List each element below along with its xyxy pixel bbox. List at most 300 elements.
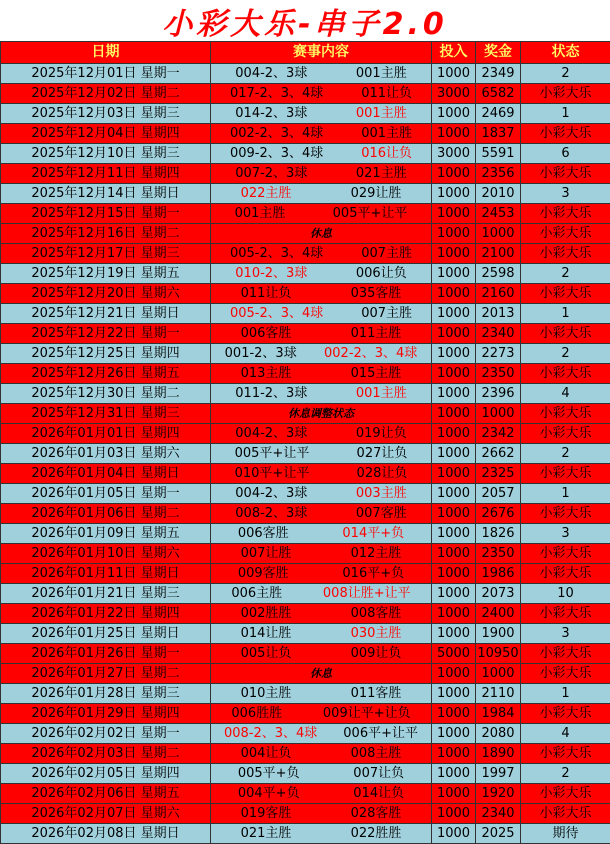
- row-prize: 1984: [476, 704, 521, 724]
- table-row: [1, 124, 610, 144]
- table-row: [1, 764, 610, 784]
- row-date: 2026年01月25日 星期日: [1, 624, 211, 644]
- row-prize: 6582: [476, 84, 521, 104]
- match-pick-a: 008-2、3、4球: [224, 724, 317, 743]
- row-date: 2025年12月03日 星期三: [1, 104, 211, 124]
- row-status: 2: [521, 764, 610, 784]
- match-pick-a: 014-2、3球: [235, 104, 307, 123]
- table-row: [1, 304, 610, 324]
- match-pick-a: 013主胜: [241, 364, 292, 383]
- row-prize: 2025: [476, 824, 521, 844]
- row-match: [211, 824, 432, 844]
- match-pick-a: 017-2、3、4球: [230, 84, 323, 103]
- match-pick-b: 007主胜: [361, 244, 412, 263]
- match-pick-b: 008主胜: [351, 744, 402, 763]
- table-header-row: [1, 42, 610, 64]
- row-prize: 1837: [476, 124, 521, 144]
- row-prize: 2349: [476, 64, 521, 84]
- row-prize: 2598: [476, 264, 521, 284]
- match-pick-a: 009客胜: [238, 564, 289, 583]
- row-prize: 2325: [476, 464, 521, 484]
- match-pick-b: 007客胜: [356, 504, 407, 523]
- match-pick-b: 030主胜: [351, 624, 402, 643]
- table-row: [1, 224, 610, 244]
- row-prize: 2080: [476, 724, 521, 744]
- match-pick-a: 005-2、3、4球: [230, 304, 323, 323]
- header-status: 状态: [521, 42, 610, 64]
- row-date: 2026年01月04日 星期日: [1, 464, 211, 484]
- match-pick-a: 007-2、3球: [235, 164, 307, 183]
- row-match: [211, 164, 432, 184]
- row-investment: 1000: [432, 64, 476, 84]
- row-date: 2026年01月03日 星期六: [1, 444, 211, 464]
- row-prize: 2100: [476, 244, 521, 264]
- row-prize: 1997: [476, 764, 521, 784]
- row-status: 小彩大乐: [521, 204, 610, 224]
- row-investment: 1000: [432, 504, 476, 524]
- row-match: [211, 324, 432, 344]
- row-date: 2025年12月19日 星期五: [1, 264, 211, 284]
- table-row: [1, 584, 610, 604]
- table-row: [1, 424, 610, 444]
- row-investment: 1000: [432, 264, 476, 284]
- match-pick-b: 021主胜: [356, 164, 407, 183]
- match-pick-a: 022主胜: [241, 184, 292, 203]
- match-pick-b: 001主胜: [356, 64, 407, 83]
- row-investment: 1000: [432, 764, 476, 784]
- match-pick-a: 005让负: [241, 644, 292, 663]
- row-investment: 1000: [432, 804, 476, 824]
- row-investment: 1000: [432, 484, 476, 504]
- match-pick-b: 007让负: [353, 764, 404, 783]
- row-status: 小彩大乐: [521, 324, 610, 344]
- row-investment: 1000: [432, 344, 476, 364]
- row-status: 4: [521, 724, 610, 744]
- match-pick-b: 035客胜: [351, 284, 402, 303]
- row-date: 2026年01月29日 星期四: [1, 704, 211, 724]
- row-investment: 1000: [432, 444, 476, 464]
- match-pick-a: 011-2、3球: [235, 384, 307, 403]
- table-row: [1, 344, 610, 364]
- row-status: 2: [521, 264, 610, 284]
- row-status: 2: [521, 444, 610, 464]
- row-match: [211, 624, 432, 644]
- row-status: 小彩大乐: [521, 404, 610, 424]
- table-row: [1, 164, 610, 184]
- row-investment: 1000: [432, 604, 476, 624]
- row-investment: 1000: [432, 284, 476, 304]
- match-pick-b: 015主胜: [351, 364, 402, 383]
- table-row: [1, 664, 610, 684]
- match-pick-b: 009让平+让负: [323, 704, 411, 723]
- row-investment: 1000: [432, 324, 476, 344]
- row-prize: 2356: [476, 164, 521, 184]
- match-pick-a: 004让负: [241, 744, 292, 763]
- row-investment: 5000: [432, 644, 476, 664]
- match-pick-a: 008-2、3球: [235, 504, 307, 523]
- table-row: [1, 84, 610, 104]
- row-prize: 2110: [476, 684, 521, 704]
- row-date: 2025年12月26日 星期五: [1, 364, 211, 384]
- table-row: [1, 804, 610, 824]
- table-row: [1, 464, 610, 484]
- row-date: 2025年12月20日 星期六: [1, 284, 211, 304]
- row-investment: 1000: [432, 244, 476, 264]
- row-status: 小彩大乐: [521, 424, 610, 444]
- row-investment: 1000: [432, 204, 476, 224]
- row-date: 2026年02月06日 星期五: [1, 784, 211, 804]
- row-date: 2026年01月09日 星期五: [1, 524, 211, 544]
- row-date: 2025年12月02日 星期二: [1, 84, 211, 104]
- row-match: [211, 804, 432, 824]
- row-status: 2: [521, 344, 610, 364]
- row-status: 小彩大乐: [521, 364, 610, 384]
- row-investment: 1000: [432, 384, 476, 404]
- table-row: [1, 784, 610, 804]
- row-match: [211, 704, 432, 724]
- table-row: [1, 204, 610, 224]
- row-status: 4: [521, 384, 610, 404]
- table-row: [1, 404, 610, 424]
- row-date: 2026年02月02日 星期一: [1, 724, 211, 744]
- row-match: [211, 284, 432, 304]
- match-pick-b: 016平+负: [342, 564, 404, 583]
- row-match: [211, 464, 432, 484]
- match-pick-a: 004-2、3球: [235, 424, 307, 443]
- match-pick-a: 005平+让平: [235, 444, 310, 463]
- row-status: 小彩大乐: [521, 704, 610, 724]
- table-row: [1, 644, 610, 664]
- match-pick-a: 001主胜: [235, 204, 286, 223]
- row-prize: 2010: [476, 184, 521, 204]
- match-pick-a: 004-2、3球: [235, 484, 307, 503]
- match-pick-b: 001主胜: [356, 104, 407, 123]
- row-match: [211, 604, 432, 624]
- row-status: 小彩大乐: [521, 744, 610, 764]
- row-match: [211, 384, 432, 404]
- row-status: 小彩大乐: [521, 504, 610, 524]
- match-pick-a: 007让胜: [241, 544, 292, 563]
- row-investment: 1000: [432, 724, 476, 744]
- row-match: [211, 744, 432, 764]
- row-date: 2025年12月01日 星期一: [1, 64, 211, 84]
- row-status: 2: [521, 64, 610, 84]
- row-date: 2025年12月30日 星期二: [1, 384, 211, 404]
- row-match: [211, 764, 432, 784]
- table-row: [1, 244, 610, 264]
- table-row: [1, 724, 610, 744]
- match-pick-b: 006让负: [356, 264, 407, 283]
- row-date: 2026年01月26日 星期一: [1, 644, 211, 664]
- row-match: [211, 304, 432, 324]
- match-pick-b: 007主胜: [361, 304, 412, 323]
- match-pick-a: 010主胜: [241, 684, 292, 703]
- rest-note: 休息调整状态: [288, 407, 354, 420]
- match-pick-b: 028客胜: [351, 804, 402, 823]
- row-match: [211, 524, 432, 544]
- row-prize: 1000: [476, 404, 521, 424]
- rest-note: 休息: [310, 227, 332, 240]
- row-prize: 2676: [476, 504, 521, 524]
- row-match: [211, 144, 432, 164]
- row-status: 小彩大乐: [521, 544, 610, 564]
- row-investment: 1000: [432, 544, 476, 564]
- row-match: [211, 404, 432, 424]
- row-investment: 1000: [432, 704, 476, 724]
- match-pick-b: 028让负: [357, 464, 408, 483]
- row-match: [211, 584, 432, 604]
- table-row: [1, 104, 610, 124]
- match-pick-b: 011主胜: [351, 324, 402, 343]
- row-investment: 1000: [432, 744, 476, 764]
- row-match: [211, 204, 432, 224]
- row-date: 2026年01月28日 星期三: [1, 684, 211, 704]
- match-pick-a: 004平+负: [238, 784, 300, 803]
- row-investment: 1000: [432, 824, 476, 844]
- row-date: 2026年02月08日 星期日: [1, 824, 211, 844]
- row-date: 2026年01月10日 星期六: [1, 544, 211, 564]
- row-match: [211, 784, 432, 804]
- row-prize: 2350: [476, 364, 521, 384]
- row-investment: 1000: [432, 524, 476, 544]
- row-status: 3: [521, 624, 610, 644]
- row-prize: 2073: [476, 584, 521, 604]
- row-match: [211, 544, 432, 564]
- match-pick-b: 008让胜+让平: [323, 584, 411, 603]
- row-prize: 2340: [476, 324, 521, 344]
- row-match: [211, 644, 432, 664]
- table-row: [1, 624, 610, 644]
- row-prize: 2342: [476, 424, 521, 444]
- row-match: [211, 264, 432, 284]
- table-row: [1, 64, 610, 84]
- row-investment: 1000: [432, 104, 476, 124]
- table-row: [1, 384, 610, 404]
- table-row: [1, 504, 610, 524]
- match-pick-a: 011让负: [241, 284, 292, 303]
- row-date: 2026年02月03日 星期二: [1, 744, 211, 764]
- table-body: [1, 64, 610, 844]
- match-pick-a: 010-2、3球: [235, 264, 307, 283]
- match-pick-b: 005平+让平: [333, 204, 408, 223]
- table-row: [1, 564, 610, 584]
- row-date: 2026年01月27日 星期二: [1, 664, 211, 684]
- row-match: [211, 424, 432, 444]
- page-title: 小彩大乐-串子2.0: [0, 0, 610, 41]
- row-investment: 1000: [432, 424, 476, 444]
- row-match: [211, 684, 432, 704]
- match-pick-b: 009让负: [351, 644, 402, 663]
- row-prize: 5591: [476, 144, 521, 164]
- row-prize: 1900: [476, 624, 521, 644]
- row-date: 2026年01月01日 星期四: [1, 424, 211, 444]
- match-pick-b: 014让负: [353, 784, 404, 803]
- header-investment: 投入: [432, 42, 476, 64]
- row-prize: 1986: [476, 564, 521, 584]
- row-status: 期待: [521, 824, 610, 844]
- row-prize: 1890: [476, 744, 521, 764]
- row-prize: 10950: [476, 644, 521, 664]
- row-investment: 1000: [432, 584, 476, 604]
- row-investment: 3000: [432, 144, 476, 164]
- row-date: 2026年01月22日 星期四: [1, 604, 211, 624]
- match-pick-b: 029让胜: [351, 184, 402, 203]
- row-match: [211, 244, 432, 264]
- row-status: 1: [521, 484, 610, 504]
- row-status: 小彩大乐: [521, 784, 610, 804]
- table-row: [1, 444, 610, 464]
- match-pick-b: 014平+负: [342, 524, 404, 543]
- row-prize: 2662: [476, 444, 521, 464]
- row-prize: 1826: [476, 524, 521, 544]
- row-prize: 2453: [476, 204, 521, 224]
- match-pick-a: 006客胜: [241, 324, 292, 343]
- row-status: 小彩大乐: [521, 604, 610, 624]
- table-row: [1, 264, 610, 284]
- row-investment: 3000: [432, 84, 476, 104]
- match-pick-b: 011让负: [361, 84, 412, 103]
- match-pick-a: 004-2、3球: [235, 64, 307, 83]
- row-investment: 1000: [432, 784, 476, 804]
- match-pick-a: 005平+负: [238, 764, 300, 783]
- row-status: 10: [521, 584, 610, 604]
- row-match: [211, 484, 432, 504]
- row-prize: 2396: [476, 384, 521, 404]
- table-row: [1, 184, 610, 204]
- row-prize: 2057: [476, 484, 521, 504]
- table-row: [1, 324, 610, 344]
- match-pick-b: 012主胜: [351, 544, 402, 563]
- row-investment: 1000: [432, 224, 476, 244]
- row-date: 2025年12月10日 星期三: [1, 144, 211, 164]
- row-status: 小彩大乐: [521, 164, 610, 184]
- row-investment: 1000: [432, 304, 476, 324]
- table-row: [1, 824, 610, 844]
- row-status: 1: [521, 684, 610, 704]
- rest-note: 休息: [310, 667, 332, 680]
- table-row: [1, 604, 610, 624]
- match-pick-a: 006主胜: [231, 584, 282, 603]
- row-status: 小彩大乐: [521, 284, 610, 304]
- row-date: 2025年12月14日 星期日: [1, 184, 211, 204]
- table-row: [1, 364, 610, 384]
- row-date: 2025年12月22日 星期一: [1, 324, 211, 344]
- row-investment: 1000: [432, 364, 476, 384]
- row-match: [211, 364, 432, 384]
- table-row: [1, 744, 610, 764]
- row-date: 2026年02月05日 星期四: [1, 764, 211, 784]
- row-prize: 1920: [476, 784, 521, 804]
- match-pick-b: 008客胜: [351, 604, 402, 623]
- match-pick-b: 001主胜: [356, 384, 407, 403]
- row-match: [211, 64, 432, 84]
- row-status: 小彩大乐: [521, 124, 610, 144]
- match-pick-b: 006平+让平: [343, 724, 418, 743]
- header-prize: 奖金: [476, 42, 521, 64]
- row-date: 2025年12月04日 星期四: [1, 124, 211, 144]
- row-investment: 1000: [432, 624, 476, 644]
- row-status: 3: [521, 524, 610, 544]
- row-date: 2026年01月05日 星期一: [1, 484, 211, 504]
- row-investment: 1000: [432, 664, 476, 684]
- row-date: 2025年12月16日 星期二: [1, 224, 211, 244]
- match-pick-a: 006胜胜: [231, 704, 282, 723]
- row-date: 2025年12月31日 星期三: [1, 404, 211, 424]
- match-pick-a: 021主胜: [241, 824, 292, 843]
- match-pick-a: 001-2、3球: [225, 344, 297, 363]
- row-date: 2026年01月11日 星期日: [1, 564, 211, 584]
- row-match: [211, 344, 432, 364]
- row-match: [211, 124, 432, 144]
- row-date: 2025年12月11日 星期四: [1, 164, 211, 184]
- row-prize: 1000: [476, 224, 521, 244]
- row-prize: 2160: [476, 284, 521, 304]
- match-pick-a: 005-2、3、4球: [230, 244, 323, 263]
- row-status: 小彩大乐: [521, 564, 610, 584]
- row-investment: 1000: [432, 684, 476, 704]
- row-match: [211, 224, 432, 244]
- row-match: [211, 664, 432, 684]
- row-status: 小彩大乐: [521, 464, 610, 484]
- row-date: 2025年12月15日 星期一: [1, 204, 211, 224]
- row-match: [211, 564, 432, 584]
- row-status: 1: [521, 304, 610, 324]
- match-pick-b: 011客胜: [351, 684, 402, 703]
- row-prize: 2469: [476, 104, 521, 124]
- row-status: 3: [521, 184, 610, 204]
- match-pick-b: 019让负: [356, 424, 407, 443]
- row-prize: 1000: [476, 664, 521, 684]
- row-date: 2025年12月17日 星期三: [1, 244, 211, 264]
- row-status: 小彩大乐: [521, 644, 610, 664]
- betting-table: [0, 41, 610, 844]
- row-date: 2025年12月21日 星期日: [1, 304, 211, 324]
- row-investment: 1000: [432, 164, 476, 184]
- match-pick-a: 019客胜: [241, 804, 292, 823]
- match-pick-a: 002胜胜: [241, 604, 292, 623]
- row-match: [211, 104, 432, 124]
- match-pick-a: 002-2、3、4球: [230, 124, 323, 143]
- row-status: 6: [521, 144, 610, 164]
- row-status: 小彩大乐: [521, 664, 610, 684]
- row-match: [211, 444, 432, 464]
- row-investment: 1000: [432, 184, 476, 204]
- row-match: [211, 84, 432, 104]
- row-prize: 2350: [476, 544, 521, 564]
- row-match: [211, 504, 432, 524]
- row-status: 1: [521, 104, 610, 124]
- row-match: [211, 184, 432, 204]
- table-row: [1, 684, 610, 704]
- row-date: 2026年01月21日 星期三: [1, 584, 211, 604]
- row-investment: 1000: [432, 124, 476, 144]
- row-investment: 1000: [432, 464, 476, 484]
- table-row: [1, 484, 610, 504]
- row-prize: 2400: [476, 604, 521, 624]
- match-pick-b: 027让负: [357, 444, 408, 463]
- row-prize: 2340: [476, 804, 521, 824]
- match-pick-b: 016让负: [361, 144, 412, 163]
- header-date: 日期: [1, 42, 211, 64]
- row-status: 小彩大乐: [521, 244, 610, 264]
- table-row: [1, 544, 610, 564]
- row-investment: 1000: [432, 404, 476, 424]
- row-status: 小彩大乐: [521, 84, 610, 104]
- table-row: [1, 284, 610, 304]
- row-prize: 2013: [476, 304, 521, 324]
- row-status: 小彩大乐: [521, 804, 610, 824]
- match-pick-a: 010平+让平: [235, 464, 310, 483]
